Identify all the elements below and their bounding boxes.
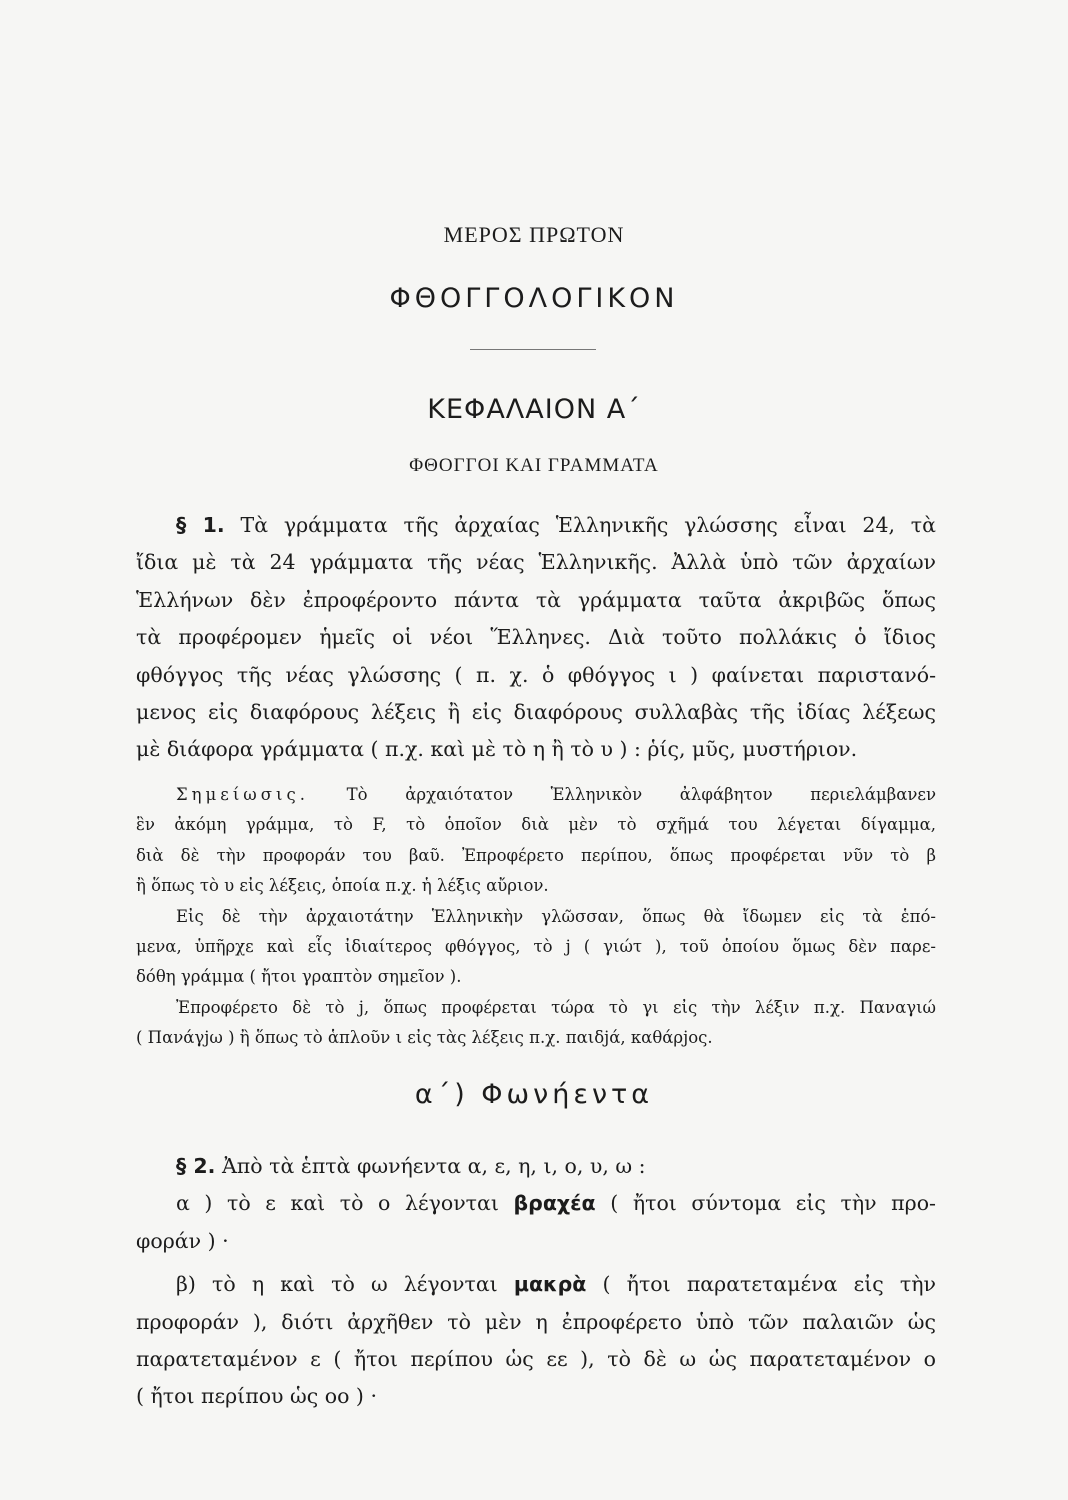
note-line: Σημείωσις. Τὸ ἀρχαιότατον Ἑλληνικὸν ἀλφάβητον περιελάμβανεν — [176, 785, 936, 804]
note-line: μενα, ὑπῆρχε καὶ εἷς ἰδιαίτερος φθόγγος, τὸ j ( γιώτ ), τοῦ ὁποίου ὅμως δὲν παρε- — [136, 937, 936, 957]
paragraph-line: παρατεταμένον ε ( ἤτοι περίπου ὡς εε ), τὸ δὲ ω ὡς παρατεταμένον ο — [136, 1347, 936, 1372]
note-line: Εἰς δὲ τὴν ἀρχαιοτάτην Ἑλληνικὴν γλῶσσαν, ὅπως θὰ ἴδωμεν εἰς τὰ ἑπό- — [176, 906, 936, 926]
note-block — [136, 780, 936, 1054]
note-line: διὰ δὲ τὴν προφοράν του βαῦ. Ἐπροφέρετο περίπου, ὅπως προφέρεται νῦν τὸ β — [136, 845, 936, 865]
paragraph-line: τὰ προφέρομεν ἡμεῖς οἱ νέοι Ἕλληνες. Διὰ τοῦτο πολλάκις ὁ ἴδιος — [136, 625, 936, 650]
paragraph-line: φοράν ) · — [136, 1228, 229, 1253]
paragraph-line: μενος εἰς διαφόρους λέξεις ἢ εἰς διαφόρους συλλαβὰς τῆς ἰδίας λέξεως — [136, 700, 936, 725]
term-brachea: βραχέα — [513, 1191, 596, 1216]
paragraph-line: Ἑλλήνων δὲν ἐπροφέροντο πάντα τὰ γράμματα ταῦτα ἀκριβῶς ὅπως — [136, 587, 936, 612]
paragraph-line: β) τὸ η καὶ τὸ ω λέγονται μακρὰ ( ἤτοι παρατεταμένα εἰς τὴν — [176, 1272, 936, 1297]
paragraph-line: ( ἤτοι περίπου ὡς οο ) · — [136, 1384, 377, 1409]
paragraph-line: ἴδια μὲ τὰ 24 γράμματα τῆς νέας Ἑλληνικῆς. Ἀλλὰ ὑπὸ τῶν ἀρχαίων — [136, 550, 936, 575]
vowels-heading: α΄) Φωνήεντα — [414, 1079, 654, 1110]
note-line: Ἐπροφέρετο δὲ τὸ j, ὅπως προφέρεται τώρα τὸ γι εἰς τὴν λέξιν π.χ. Παναγιώ — [176, 997, 936, 1017]
section-marker: § 1. — [176, 513, 225, 537]
section-marker: § 2. — [176, 1154, 216, 1178]
term-makra: μακρὰ — [513, 1272, 587, 1297]
note-line: δόθη γράμμα ( ἤτοι γραπτὸν σημεῖον ). — [136, 967, 462, 987]
subchapter-title: ΦΘΟΓΓΟΙ ΚΑΙ ΓΡΑΜΜΑΤΑ — [409, 455, 659, 476]
part-title: ΜΕΡΟΣ ΠΡΩΤΟΝ — [443, 222, 625, 247]
section-title: ΦΘΟΓΓΟΛΟΓΙΚΟΝ — [389, 283, 679, 314]
paragraph-line: α ) τὸ ε καὶ τὸ ο λέγονται βραχέα ( ἤτοι σύντομα εἰς τὴν προ- — [176, 1191, 936, 1216]
paragraph-1 — [136, 507, 936, 769]
paragraph-line: § 1. Τὰ γράμματα τῆς ἀρχαίας Ἑλληνικῆς γλώσσης εἶναι 24, τὰ — [176, 513, 936, 537]
chapter-title: ΚΕΦΑΛΑΙΟΝ Α΄ — [427, 394, 641, 425]
note-line: ἢ ὅπως τὸ υ εἰς λέξεις, ὁποία π.χ. ἡ λέξις αὔριον. — [136, 876, 549, 896]
note-line: ( Πανάγjω ) ἢ ὅπως τὸ ἁπλοῦν ι εἰς τὰς λέξεις π.χ. παιδjά, καθάρjος. — [136, 1028, 713, 1048]
paragraph-line: προφοράν ), διότι ἀρχῆθεν τὸ μὲν η ἐπροφέρετο ὑπὸ τῶν παλαιῶν ὡς — [136, 1309, 936, 1334]
paragraph-line: μὲ διάφορα γράμματα ( π.χ. καὶ μὲ τὸ η ἢ τὸ υ ) : ῥίς, μῦς, μυστήριον. — [136, 737, 858, 762]
note-label: Σημείωσις. — [176, 785, 309, 804]
note-line: ἓν ἀκόμη γράμμα, τὸ F, τὸ ὁποῖον διὰ μὲν τὸ σχῆμά του λέγεται δίγαμμα, — [136, 815, 936, 835]
title-divider — [470, 349, 596, 350]
paragraph-2 — [136, 1148, 936, 1416]
paragraph-line: § 2. Ἀπὸ τὰ ἑπτὰ φωνήεντα α, ε, η, ι, ο, υ, ω : — [176, 1154, 646, 1178]
paragraph-line: φθόγγος τῆς νέας γλώσσης ( π. χ. ὁ φθόγγος ι ) φαίνεται παριστανό- — [136, 662, 936, 687]
